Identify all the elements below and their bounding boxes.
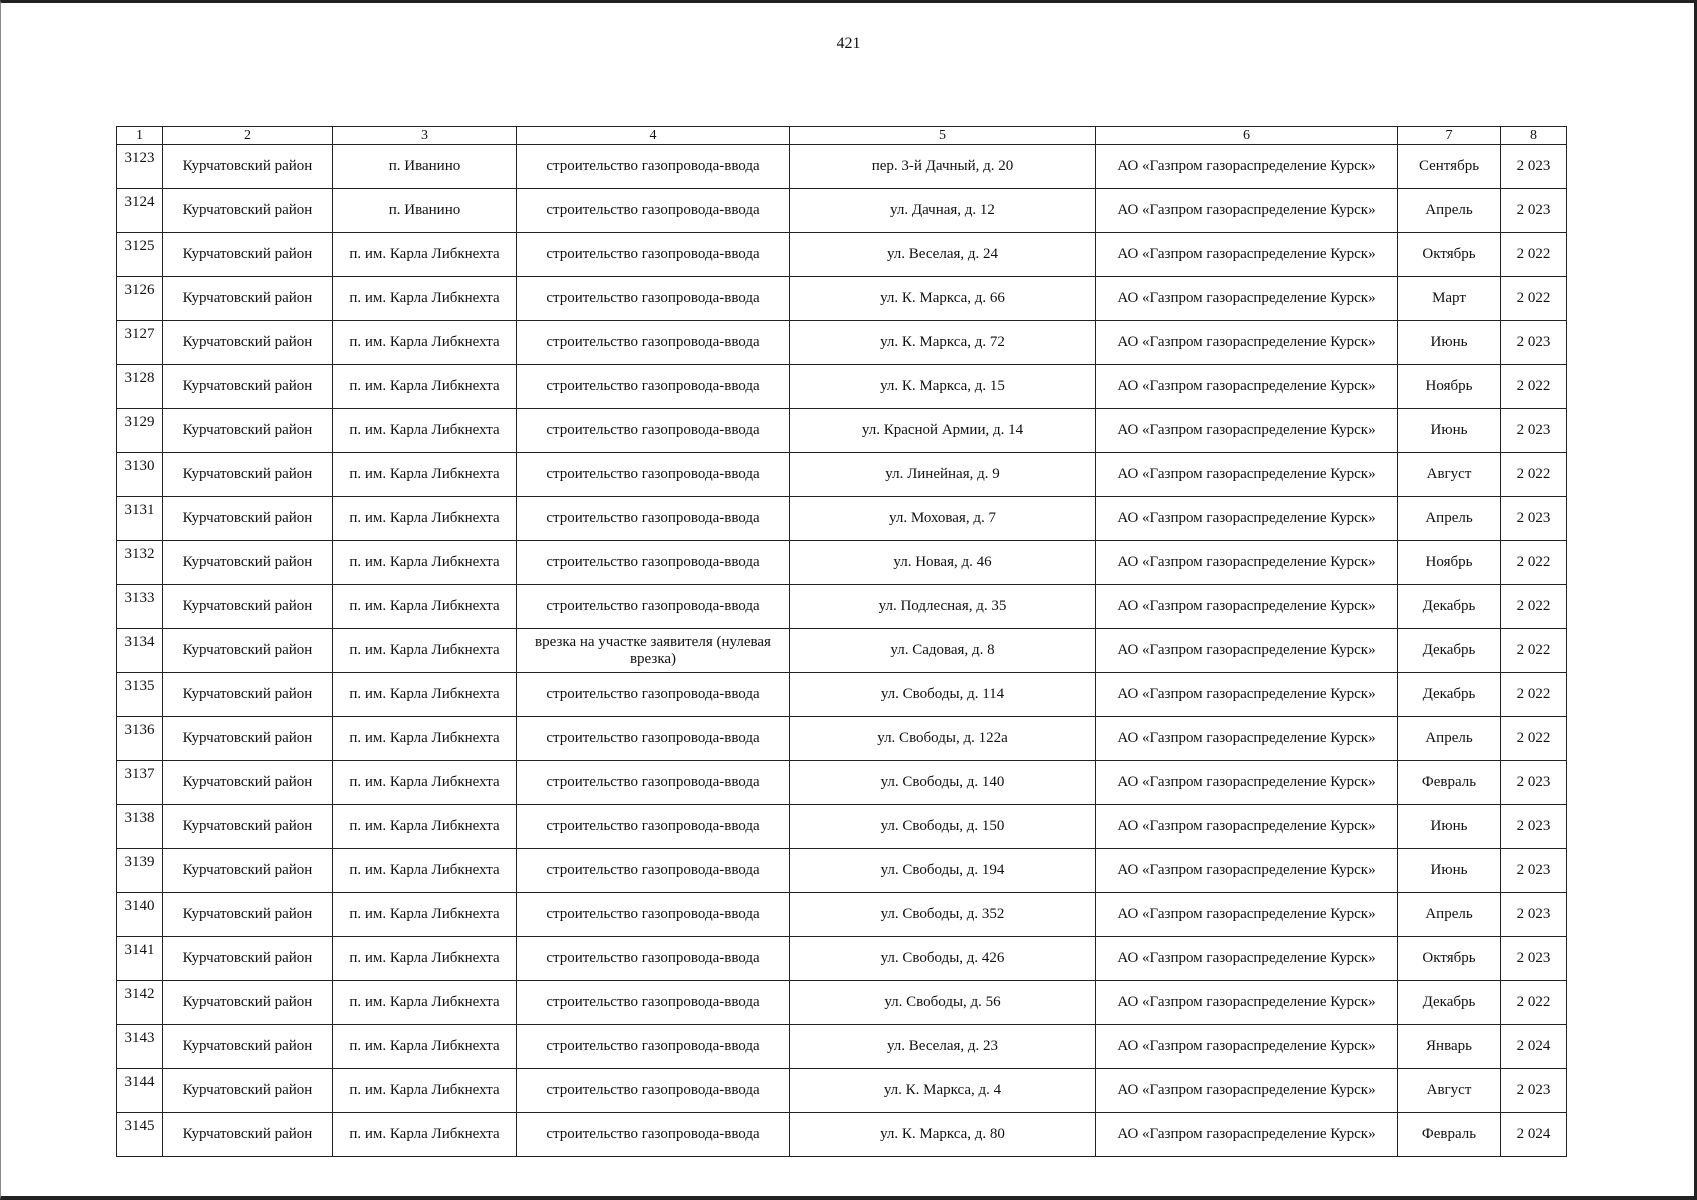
table-row [117,497,1567,541]
month-cell: Январь [1398,1025,1501,1069]
district-cell: Курчатовский район [163,893,333,937]
month-cell: Октябрь [1398,233,1501,277]
year-cell: 2 024 [1501,1113,1567,1157]
district-cell: Курчатовский район [163,541,333,585]
header-cell: 4 [517,127,790,145]
address-cell: ул. К. Маркса, д. 15 [790,365,1096,409]
table-row [117,453,1567,497]
settlement-cell: п. им. Карла Либкнехта [333,541,517,585]
header-cell: 2 [163,127,333,145]
district-cell: Курчатовский район [163,761,333,805]
year-cell: 2 023 [1501,189,1567,233]
settlement-cell: п. им. Карла Либкнехта [333,409,517,453]
year-cell: 2 023 [1501,805,1567,849]
month-cell: Июнь [1398,409,1501,453]
year-cell: 2 023 [1501,761,1567,805]
address-cell: ул. Свободы, д. 194 [790,849,1096,893]
year-cell: 2 022 [1501,717,1567,761]
district-cell: Курчатовский район [163,365,333,409]
month-cell: Октябрь [1398,937,1501,981]
month-cell: Август [1398,453,1501,497]
work-type-cell: строительство газопровода-ввода [517,585,790,629]
year-cell: 2 023 [1501,893,1567,937]
table-row [117,541,1567,585]
work-type-cell: строительство газопровода-ввода [517,365,790,409]
address-cell: ул. Моховая, д. 7 [790,497,1096,541]
row-number-cell: 3139 [117,849,163,893]
work-type-cell: строительство газопровода-ввода [517,673,790,717]
work-type-cell: строительство газопровода-ввода [517,541,790,585]
table-row [117,145,1567,189]
settlement-cell: п. им. Карла Либкнехта [333,673,517,717]
organization-cell: АО «Газпром газораспределение Курск» [1096,233,1398,277]
row-number-cell: 3129 [117,409,163,453]
table-row [117,189,1567,233]
organization-cell: АО «Газпром газораспределение Курск» [1096,321,1398,365]
settlement-cell: п. Иванино [333,189,517,233]
work-type-cell: строительство газопровода-ввода [517,761,790,805]
row-number-cell: 3140 [117,893,163,937]
row-number-cell: 3132 [117,541,163,585]
settlement-cell: п. им. Карла Либкнехта [333,937,517,981]
work-type-cell: строительство газопровода-ввода [517,453,790,497]
year-cell: 2 022 [1501,541,1567,585]
address-cell: ул. Красной Армии, д. 14 [790,409,1096,453]
header-cell: 1 [117,127,163,145]
year-cell: 2 023 [1501,145,1567,189]
work-type-cell: строительство газопровода-ввода [517,321,790,365]
month-cell: Апрель [1398,497,1501,541]
month-cell: Апрель [1398,189,1501,233]
month-cell: Июнь [1398,321,1501,365]
table-row [117,1025,1567,1069]
settlement-cell: п. им. Карла Либкнехта [333,497,517,541]
organization-cell: АО «Газпром газораспределение Курск» [1096,629,1398,673]
row-number-cell: 3127 [117,321,163,365]
address-cell: ул. Свободы, д. 114 [790,673,1096,717]
settlement-cell: п. им. Карла Либкнехта [333,1025,517,1069]
table-row [117,409,1567,453]
year-cell: 2 022 [1501,585,1567,629]
work-type-cell: строительство газопровода-ввода [517,1113,790,1157]
row-number-cell: 3143 [117,1025,163,1069]
row-number-cell: 3125 [117,233,163,277]
row-number-cell: 3134 [117,629,163,673]
address-cell: ул. Дачная, д. 12 [790,189,1096,233]
district-cell: Курчатовский район [163,805,333,849]
row-number-cell: 3135 [117,673,163,717]
settlement-cell: п. им. Карла Либкнехта [333,277,517,321]
header-cell: 7 [1398,127,1501,145]
work-type-cell: строительство газопровода-ввода [517,189,790,233]
table-row [117,849,1567,893]
organization-cell: АО «Газпром газораспределение Курск» [1096,893,1398,937]
row-number-cell: 3131 [117,497,163,541]
settlement-cell: п. им. Карла Либкнехта [333,761,517,805]
organization-cell: АО «Газпром газораспределение Курск» [1096,145,1398,189]
row-number-cell: 3136 [117,717,163,761]
address-cell: ул. Свободы, д. 56 [790,981,1096,1025]
organization-cell: АО «Газпром газораспределение Курск» [1096,189,1398,233]
year-cell: 2 022 [1501,365,1567,409]
month-cell: Февраль [1398,1113,1501,1157]
district-cell: Курчатовский район [163,189,333,233]
month-cell: Июнь [1398,849,1501,893]
year-cell: 2 023 [1501,849,1567,893]
year-cell: 2 023 [1501,321,1567,365]
work-type-cell: строительство газопровода-ввода [517,805,790,849]
header-cell: 8 [1501,127,1567,145]
address-cell: ул. Свободы, д. 426 [790,937,1096,981]
row-number-cell: 3124 [117,189,163,233]
year-cell: 2 022 [1501,277,1567,321]
organization-cell: АО «Газпром газораспределение Курск» [1096,585,1398,629]
header-cell: 6 [1096,127,1398,145]
address-cell: ул. Свободы, д. 150 [790,805,1096,849]
table-row [117,805,1567,849]
table-row [117,233,1567,277]
row-number-cell: 3130 [117,453,163,497]
work-type-cell: строительство газопровода-ввода [517,849,790,893]
organization-cell: АО «Газпром газораспределение Курск» [1096,365,1398,409]
settlement-cell: п. им. Карла Либкнехта [333,893,517,937]
organization-cell: АО «Газпром газораспределение Курск» [1096,1025,1398,1069]
organization-cell: АО «Газпром газораспределение Курск» [1096,277,1398,321]
month-cell: Декабрь [1398,585,1501,629]
settlement-cell: п. им. Карла Либкнехта [333,453,517,497]
table-row [117,1069,1567,1113]
header-cell: 3 [333,127,517,145]
organization-cell: АО «Газпром газораспределение Курск» [1096,981,1398,1025]
address-cell: ул. К. Маркса, д. 72 [790,321,1096,365]
work-type-cell: строительство газопровода-ввода [517,497,790,541]
month-cell: Март [1398,277,1501,321]
work-type-cell: строительство газопровода-ввода [517,233,790,277]
table-row [117,673,1567,717]
table-row [117,1113,1567,1157]
organization-cell: АО «Газпром газораспределение Курск» [1096,453,1398,497]
settlement-cell: п. им. Карла Либкнехта [333,981,517,1025]
settlement-cell: п. им. Карла Либкнехта [333,365,517,409]
organization-cell: АО «Газпром газораспределение Курск» [1096,805,1398,849]
settlement-cell: п. им. Карла Либкнехта [333,321,517,365]
district-cell: Курчатовский район [163,673,333,717]
district-cell: Курчатовский район [163,1113,333,1157]
organization-cell: АО «Газпром газораспределение Курск» [1096,849,1398,893]
settlement-cell: п. им. Карла Либкнехта [333,849,517,893]
row-number-cell: 3126 [117,277,163,321]
district-cell: Курчатовский район [163,321,333,365]
settlement-cell: п. Иванино [333,145,517,189]
year-cell: 2 023 [1501,1069,1567,1113]
settlement-cell: п. им. Карла Либкнехта [333,629,517,673]
month-cell: Апрель [1398,717,1501,761]
district-cell: Курчатовский район [163,629,333,673]
work-type-cell: строительство газопровода-ввода [517,981,790,1025]
work-type-cell: строительство газопровода-ввода [517,1069,790,1113]
work-type-cell: врезка на участке заявителя (нулевая врезка) [517,629,790,673]
address-cell: пер. 3-й Дачный, д. 20 [790,145,1096,189]
settlement-cell: п. им. Карла Либкнехта [333,585,517,629]
organization-cell: АО «Газпром газораспределение Курск» [1096,717,1398,761]
district-cell: Курчатовский район [163,453,333,497]
row-number-cell: 3123 [117,145,163,189]
organization-cell: АО «Газпром газораспределение Курск» [1096,409,1398,453]
settlement-cell: п. им. Карла Либкнехта [333,717,517,761]
work-type-cell: строительство газопровода-ввода [517,937,790,981]
year-cell: 2 022 [1501,629,1567,673]
district-cell: Курчатовский район [163,585,333,629]
district-cell: Курчатовский район [163,1069,333,1113]
district-cell: Курчатовский район [163,145,333,189]
address-cell: ул. К. Маркса, д. 80 [790,1113,1096,1157]
address-cell: ул. К. Маркса, д. 66 [790,277,1096,321]
year-cell: 2 023 [1501,497,1567,541]
table-row [117,277,1567,321]
district-cell: Курчатовский район [163,409,333,453]
year-cell: 2 023 [1501,409,1567,453]
address-cell: ул. Веселая, д. 23 [790,1025,1096,1069]
address-cell: ул. К. Маркса, д. 4 [790,1069,1096,1113]
row-number-cell: 3133 [117,585,163,629]
district-cell: Курчатовский район [163,937,333,981]
organization-cell: АО «Газпром газораспределение Курск» [1096,761,1398,805]
district-cell: Курчатовский район [163,497,333,541]
table-body [117,145,1567,1157]
settlement-cell: п. им. Карла Либкнехта [333,805,517,849]
district-cell: Курчатовский район [163,277,333,321]
table-row [117,585,1567,629]
organization-cell: АО «Газпром газораспределение Курск» [1096,1113,1398,1157]
month-cell: Ноябрь [1398,541,1501,585]
address-cell: ул. Свободы, д. 122а [790,717,1096,761]
organization-cell: АО «Газпром газораспределение Курск» [1096,541,1398,585]
year-cell: 2 024 [1501,1025,1567,1069]
district-cell: Курчатовский район [163,1025,333,1069]
row-number-cell: 3141 [117,937,163,981]
month-cell: Февраль [1398,761,1501,805]
work-type-cell: строительство газопровода-ввода [517,1025,790,1069]
year-cell: 2 022 [1501,981,1567,1025]
settlement-cell: п. им. Карла Либкнехта [333,233,517,277]
table-row [117,937,1567,981]
page-number: 421 [836,35,861,52]
row-number-cell: 3142 [117,981,163,1025]
month-cell: Апрель [1398,893,1501,937]
row-number-cell: 3128 [117,365,163,409]
table-row [117,981,1567,1025]
address-cell: ул. Свободы, д. 352 [790,893,1096,937]
settlement-cell: п. им. Карла Либкнехта [333,1113,517,1157]
address-cell: ул. Новая, д. 46 [790,541,1096,585]
organization-cell: АО «Газпром газораспределение Курск» [1096,937,1398,981]
header-cell: 5 [790,127,1096,145]
table-row [117,717,1567,761]
month-cell: Декабрь [1398,629,1501,673]
organization-cell: АО «Газпром газораспределение Курск» [1096,497,1398,541]
district-cell: Курчатовский район [163,849,333,893]
district-cell: Курчатовский район [163,233,333,277]
year-cell: 2 022 [1501,453,1567,497]
address-cell: ул. Свободы, д. 140 [790,761,1096,805]
work-type-cell: строительство газопровода-ввода [517,277,790,321]
year-cell: 2 023 [1501,937,1567,981]
table-row [117,321,1567,365]
year-cell: 2 022 [1501,233,1567,277]
month-cell: Сентябрь [1398,145,1501,189]
row-number-cell: 3138 [117,805,163,849]
work-type-cell: строительство газопровода-ввода [517,717,790,761]
district-cell: Курчатовский район [163,717,333,761]
work-type-cell: строительство газопровода-ввода [517,145,790,189]
row-number-cell: 3144 [117,1069,163,1113]
table-row [117,893,1567,937]
year-cell: 2 022 [1501,673,1567,717]
month-cell: Июнь [1398,805,1501,849]
address-cell: ул. Веселая, д. 24 [790,233,1096,277]
work-type-cell: строительство газопровода-ввода [517,893,790,937]
month-cell: Декабрь [1398,673,1501,717]
row-number-cell: 3137 [117,761,163,805]
organization-cell: АО «Газпром газораспределение Курск» [1096,673,1398,717]
month-cell: Декабрь [1398,981,1501,1025]
table-row [117,629,1567,673]
table-row [117,761,1567,805]
table-row [117,365,1567,409]
work-type-cell: строительство газопровода-ввода [517,409,790,453]
address-cell: ул. Линейная, д. 9 [790,453,1096,497]
gasification-table [116,126,1567,1157]
district-cell: Курчатовский район [163,981,333,1025]
settlement-cell: п. им. Карла Либкнехта [333,1069,517,1113]
month-cell: Август [1398,1069,1501,1113]
organization-cell: АО «Газпром газораспределение Курск» [1096,1069,1398,1113]
address-cell: ул. Подлесная, д. 35 [790,585,1096,629]
address-cell: ул. Садовая, д. 8 [790,629,1096,673]
month-cell: Ноябрь [1398,365,1501,409]
row-number-cell: 3145 [117,1113,163,1157]
header-row [117,127,1567,145]
